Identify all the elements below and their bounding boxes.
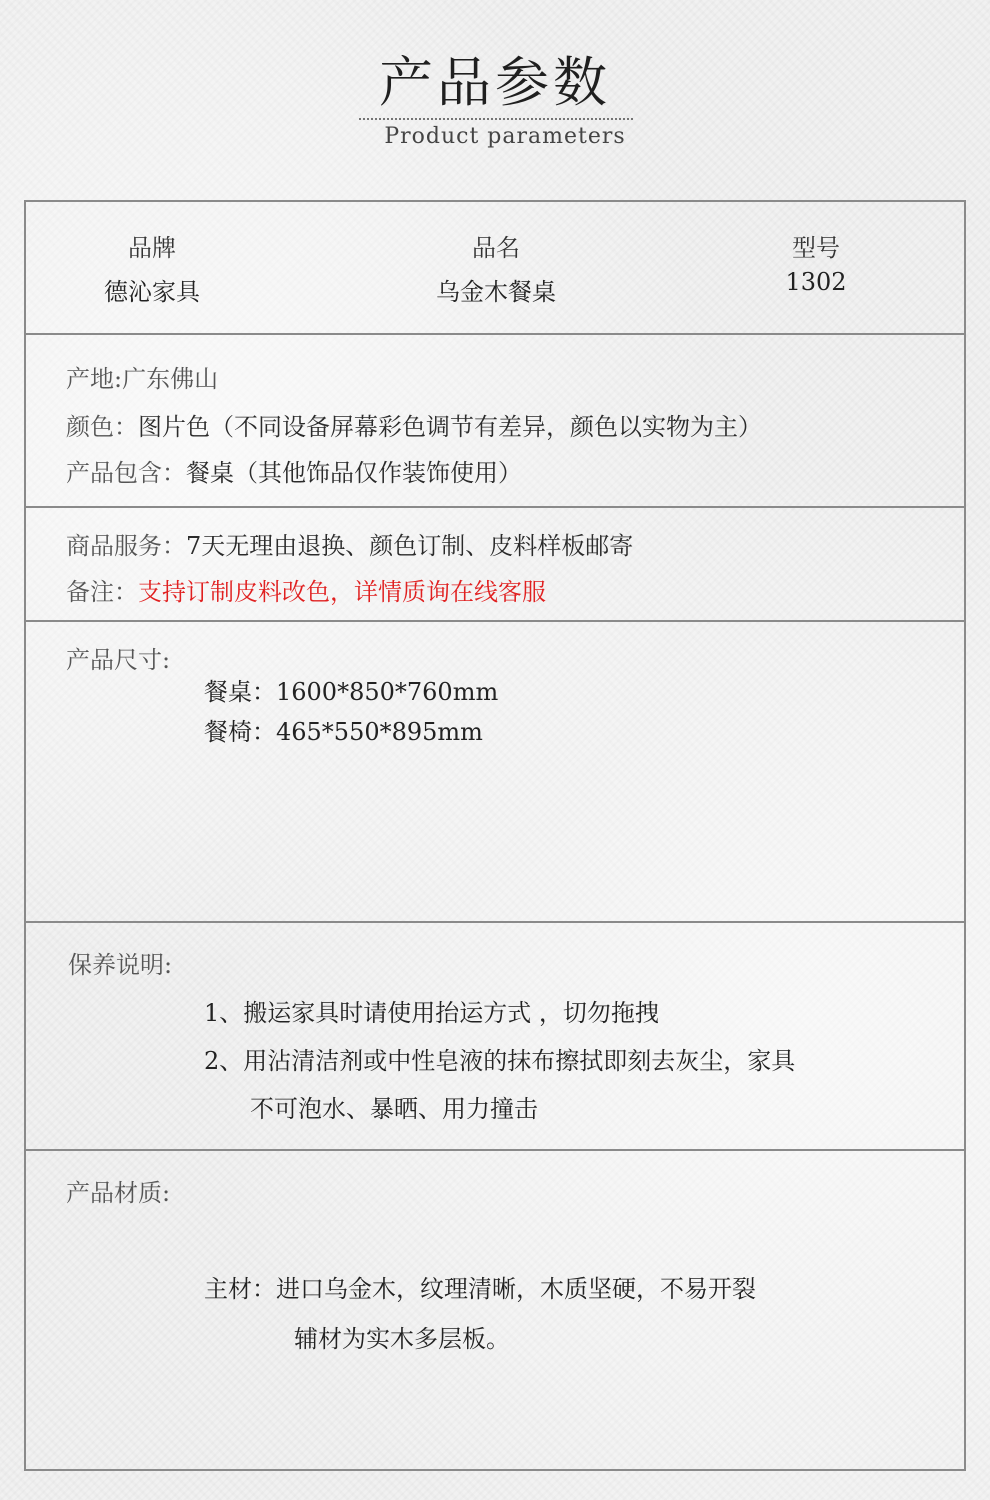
table-size [204,672,498,707]
service-row [26,508,964,620]
parameter-table [24,200,966,1471]
table-size-label: 餐桌： [204,678,276,706]
service-value: 7天无理由退换、颜色订制、皮料样板邮寄 [186,532,634,560]
care-item-2-line-1: 2、用沾清洁剂或中性皂液的抹布擦拭即刻去灰尘，家具 [204,1047,796,1075]
aux-material: 辅材为实木多层板。 [294,1325,510,1353]
page-title: 产品参数 [379,51,611,114]
care-row [26,923,964,1149]
chair-size [204,712,483,747]
color-value: 图片色（不同设备屏幕彩色调节有差异，颜色以实物为主） [138,413,762,441]
name-label: 品名 [472,234,520,262]
brand-value: 德沁家具 [104,278,200,306]
chair-size-value: 465*550*895mm [276,718,483,746]
care-label: 保养说明: [68,951,173,979]
origin-label: 产地:广东佛山 [66,365,219,393]
name-value: 乌金木餐桌 [436,278,556,306]
includes-label: 产品包含： [66,459,186,487]
model-value: 1302 [785,268,847,296]
includes-text [66,453,522,488]
header [0,0,990,190]
table-size-value: 1600*850*760mm [276,678,499,706]
origin-text [66,359,218,394]
product-info-row [26,335,964,505]
size-row [26,622,964,922]
color-label: 颜色： [66,413,138,441]
service-label: 商品服务： [66,532,186,560]
material-row [26,1151,964,1469]
size-label: 产品尺寸: [66,646,171,674]
includes-value: 餐桌（其他饰品仅作装饰使用） [186,459,522,487]
color-text [66,407,762,442]
service-text [66,526,633,561]
care-item-2-line-2: 不可泡水、暴晒、用力撞击 [250,1095,538,1123]
brand-label: 品牌 [128,234,176,262]
chair-size-label: 餐椅： [204,718,276,746]
page-subtitle: Product parameters [384,124,626,149]
model-label: 型号 [792,234,840,262]
main-material [204,1269,756,1304]
main-material-label: 主材： [204,1275,276,1303]
care-item-1: 1、搬运家具时请使用抬运方式 ，切勿拖拽 [204,999,659,1027]
note-label: 备注： [66,578,138,606]
dotted-divider [358,118,634,120]
material-label: 产品材质: [66,1179,171,1207]
note-value: 支持订制皮料改色，详情质询在线客服 [138,578,546,606]
main-material-value: 进口乌金木，纹理清晰，木质坚硬，不易开裂 [276,1275,756,1303]
note-text [66,572,546,607]
basic-info-row [26,202,964,333]
